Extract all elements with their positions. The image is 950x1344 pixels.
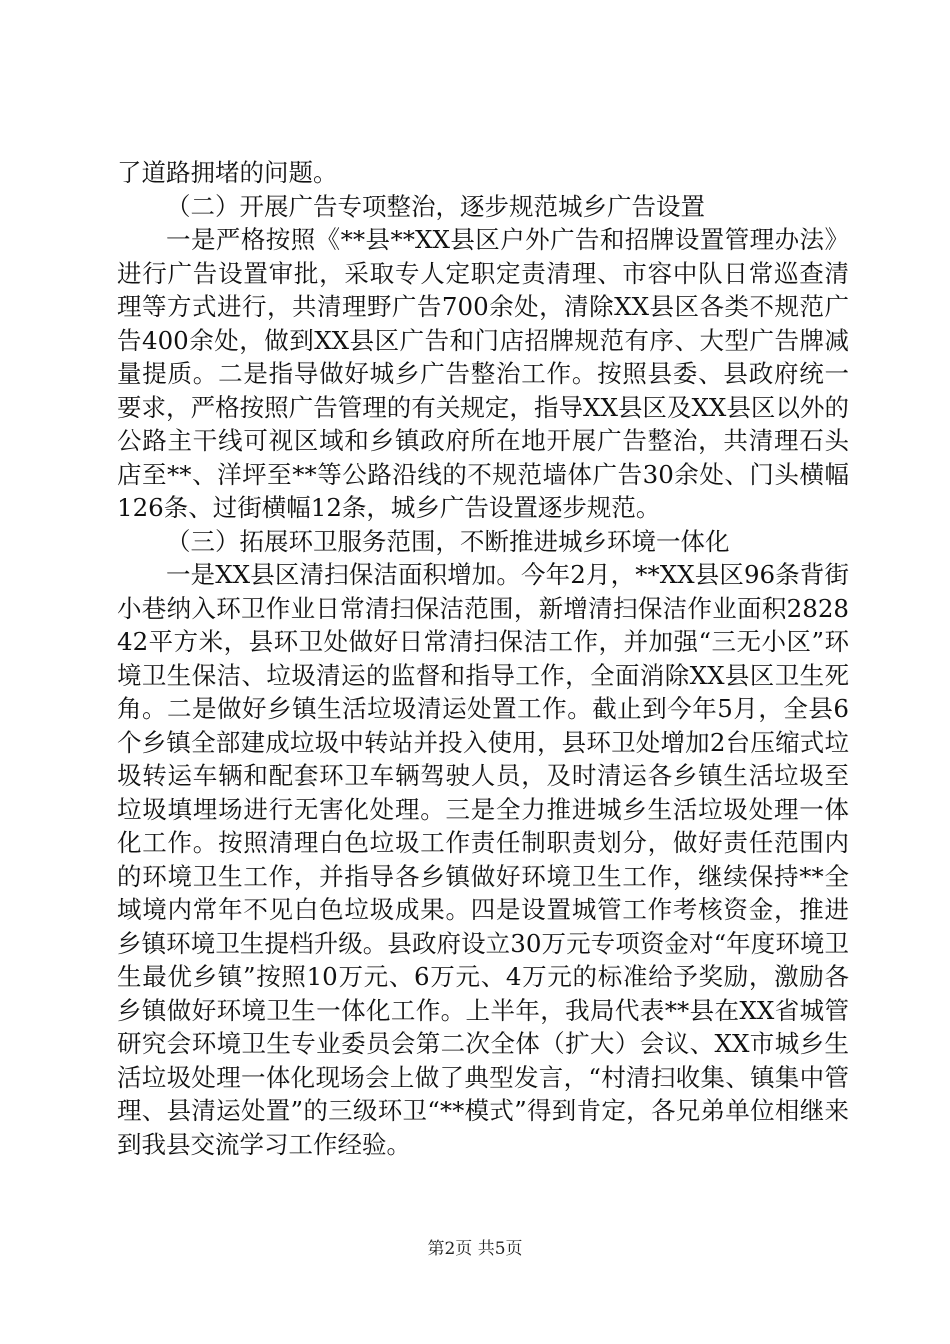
paragraph-continuation: 了道路拥堵的问题。	[117, 158, 338, 187]
document-body	[117, 156, 849, 1161]
paragraph-sanitation: 一是XX县区清扫保洁面积增加。今年2月，**XX县区96条背街小巷纳入环卫作业日常清扫保洁范围，新增清扫保洁作业面积282842平方米，县环卫处做好日常清扫保洁工作，并加强“三无小区”环境卫生保洁、垃圾清运的监督和指导工作，全面消除XX县区卫生死角。二是做好乡镇生活垃圾清运处置工作。截止到今年5月，全县6个乡镇全部建成垃圾中转站并投入使用，县环卫处增加2台压缩式垃圾转运车辆和配套环卫车辆驾驶人员，及时清运各乡镇生活垃圾至垃圾填埋场进行无害化处理。三是全力推进城乡生活垃圾处理一体化工作。按照清理白色垃圾工作责任制职责划分，做好责任范围内的环境卫生工作，并指导各乡镇做好环境卫生工作，继续保持**全域境内常年不见白色垃圾成果。四是设置城管工作考核资金，推进乡镇环境卫生提档升级。县政府设立30万元专项资金对“年度环境卫生最优乡镇”按照10万元、6万元、4万元的标准给予奖励，激励各乡镇做好环境卫生一体化工作。上半年，我局代表**县在XX省城管研究会环境卫生专业委员会第二次全体（扩大）会议、XX市城乡生活垃圾处理一体化现场会上做了典型发言，“村清扫收集、镇集中管理、县清运处置”的三级环卫“**模式”得到肯定，各兄弟单位相继来到我县交流学习工作经验。	[117, 560, 849, 1159]
section-heading-sanitation: （三）拓展环卫服务范围，不断推进城乡环境一体化	[166, 526, 730, 556]
page-number-footer: 第2页 共5页	[427, 1239, 523, 1259]
section-heading-advertising: （二）开展广告专项整治，逐步规范城乡广告设置	[166, 191, 705, 221]
paragraph-advertising: 一是严格按照《**县**XX县区户外广告和招牌设置管理办法》进行广告设置审批，采取专人定职定责清理、市容中队日常巡查清理等方式进行，共清理野广告700余处，清除XX县区各类不规范广告400余处，做到XX县区广告和门店招牌规范有序、大型广告牌减量提质。二是指导做好城乡广告整治工作。按照县委、县政府统一要求，严格按照广告管理的有关规定，指导XX县区及XX县区以外的公路主干线可视区域和乡镇政府所在地开展广告整治，共清理石头店至**、洋坪至**等公路沿线的不规范墙体广告30余处、门头横幅126条、过街横幅12条，城乡广告设置逐步规范。	[117, 225, 849, 522]
